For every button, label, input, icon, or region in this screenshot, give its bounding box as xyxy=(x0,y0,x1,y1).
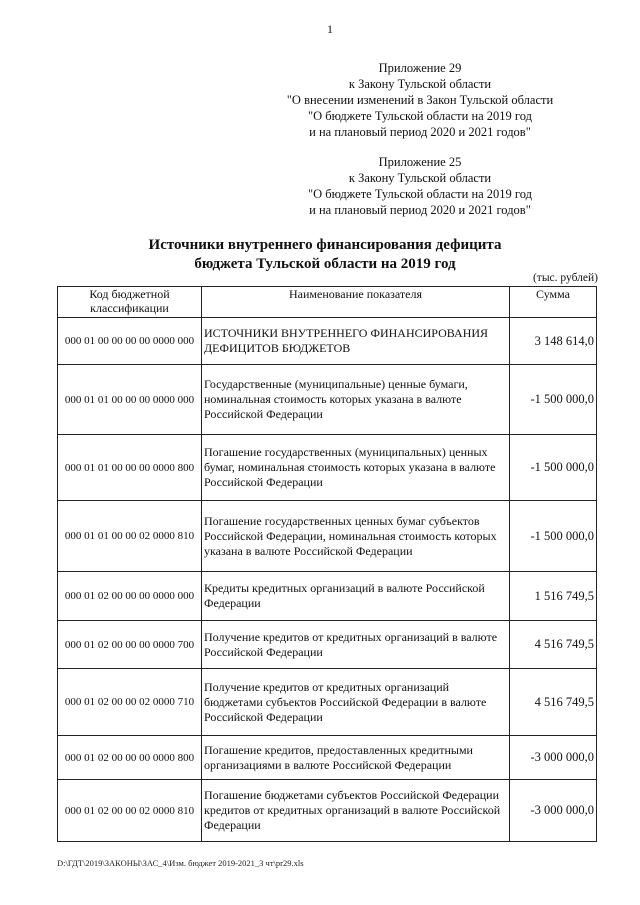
row-name: Кредиты кредитных организаций в валюте Российской Федерации xyxy=(202,572,510,621)
row-code: 000 01 02 00 00 00 0000 700 xyxy=(58,621,202,669)
appendix-current-line: к Закону Тульской области xyxy=(348,77,492,91)
row-sum: 4 516 749,5 xyxy=(510,669,597,736)
column-header-sum: Сумма xyxy=(510,287,597,318)
row-sum: -1 500 000,0 xyxy=(510,501,597,572)
table-row xyxy=(58,780,597,842)
column-header-code: Код бюджетной классификации xyxy=(58,287,202,318)
budget-table xyxy=(57,286,597,842)
row-code: 000 01 01 00 00 00 0000 800 xyxy=(58,435,202,501)
file-path-footer: D:\ГДТ\2019\ЗАКОНЫ\ЗАС_4\Изм. бюджет 2019-2021_3 чт\pr29.xls xyxy=(57,858,304,868)
row-name: Погашение государственных ценных бумаг субъектов Российской Федерации, номинальная стоимость которых указана в валюте Российской Федерации xyxy=(202,501,510,572)
document-title xyxy=(60,236,590,274)
row-code: 000 01 01 00 00 02 0000 810 xyxy=(58,501,202,572)
row-sum: 1 516 749,5 xyxy=(510,572,597,621)
appendix-original xyxy=(270,154,570,218)
row-code: 000 01 00 00 00 00 0000 000 xyxy=(58,318,202,365)
table-row xyxy=(58,501,597,572)
table-header-row xyxy=(58,287,597,318)
appendix-original-line: "О бюджете Тульской области на 2019 год xyxy=(308,187,532,201)
document-title-line: Источники внутреннего финансирования дефицита xyxy=(148,237,502,253)
row-sum: 4 516 749,5 xyxy=(510,621,597,669)
row-code: 000 01 02 00 00 02 0000 810 xyxy=(58,780,202,842)
row-name: ИСТОЧНИКИ ВНУТРЕННЕГО ФИНАНСИРОВАНИЯ ДЕФИЦИТОВ БЮДЖЕТОВ xyxy=(202,318,510,365)
table-row xyxy=(58,736,597,780)
document-title-line: бюджета Тульской области на 2019 год xyxy=(194,256,456,272)
appendix-current xyxy=(270,60,570,140)
page-number: 1 xyxy=(327,22,333,36)
row-name: Получение кредитов от кредитных организаций в валюте Российской Федерации xyxy=(202,621,510,669)
table-row xyxy=(58,318,597,365)
row-code: 000 01 02 00 00 00 0000 800 xyxy=(58,736,202,780)
row-name: Получение кредитов от кредитных организаций бюджетами субъектов Российской Федерации в валюте Российской Федерации xyxy=(202,669,510,736)
row-sum: -1 500 000,0 xyxy=(510,435,597,501)
appendix-current-line: "О внесении изменений в Закон Тульской области xyxy=(286,93,554,107)
table-row xyxy=(58,621,597,669)
table-row xyxy=(58,365,597,435)
appendix-original-line: и на плановый период 2020 и 2021 годов" xyxy=(309,203,531,217)
row-sum: 3 148 614,0 xyxy=(510,318,597,365)
row-sum: -3 000 000,0 xyxy=(510,736,597,780)
row-name: Погашение бюджетами субъектов Российской Федерации кредитов от кредитных организаций в валюте Российской Федерации xyxy=(202,780,510,842)
appendix-current-line: "О бюджете Тульской области на 2019 год xyxy=(308,109,532,123)
row-sum: -3 000 000,0 xyxy=(510,780,597,842)
row-sum: -1 500 000,0 xyxy=(510,365,597,435)
table-row xyxy=(58,669,597,736)
column-header-name: Наименование показателя xyxy=(202,287,510,318)
appendix-current-line: и на плановый период 2020 и 2021 годов" xyxy=(309,125,531,139)
row-name: Погашение государственных (муниципальных) ценных бумаг, номинальная стоимость которых указана в валюте Российской Федерации xyxy=(202,435,510,501)
row-code: 000 01 01 00 00 00 0000 000 xyxy=(58,365,202,435)
appendix-original-line: Приложение 25 xyxy=(378,155,462,169)
row-code: 000 01 02 00 00 00 0000 000 xyxy=(58,572,202,621)
table-row xyxy=(58,435,597,501)
row-name: Погашение кредитов, предоставленных кредитными организациями в валюте Российской Федерации xyxy=(202,736,510,780)
row-code: 000 01 02 00 00 02 0000 710 xyxy=(58,669,202,736)
appendix-current-line: Приложение 29 xyxy=(378,61,462,75)
row-name: Государственные (муниципальные) ценные бумаги, номинальная стоимость которых указана в валюте Российской Федерации xyxy=(202,365,510,435)
units-label: (тыс. рублей) xyxy=(532,272,598,284)
table-row xyxy=(58,572,597,621)
appendix-original-line: к Закону Тульской области xyxy=(348,171,492,185)
